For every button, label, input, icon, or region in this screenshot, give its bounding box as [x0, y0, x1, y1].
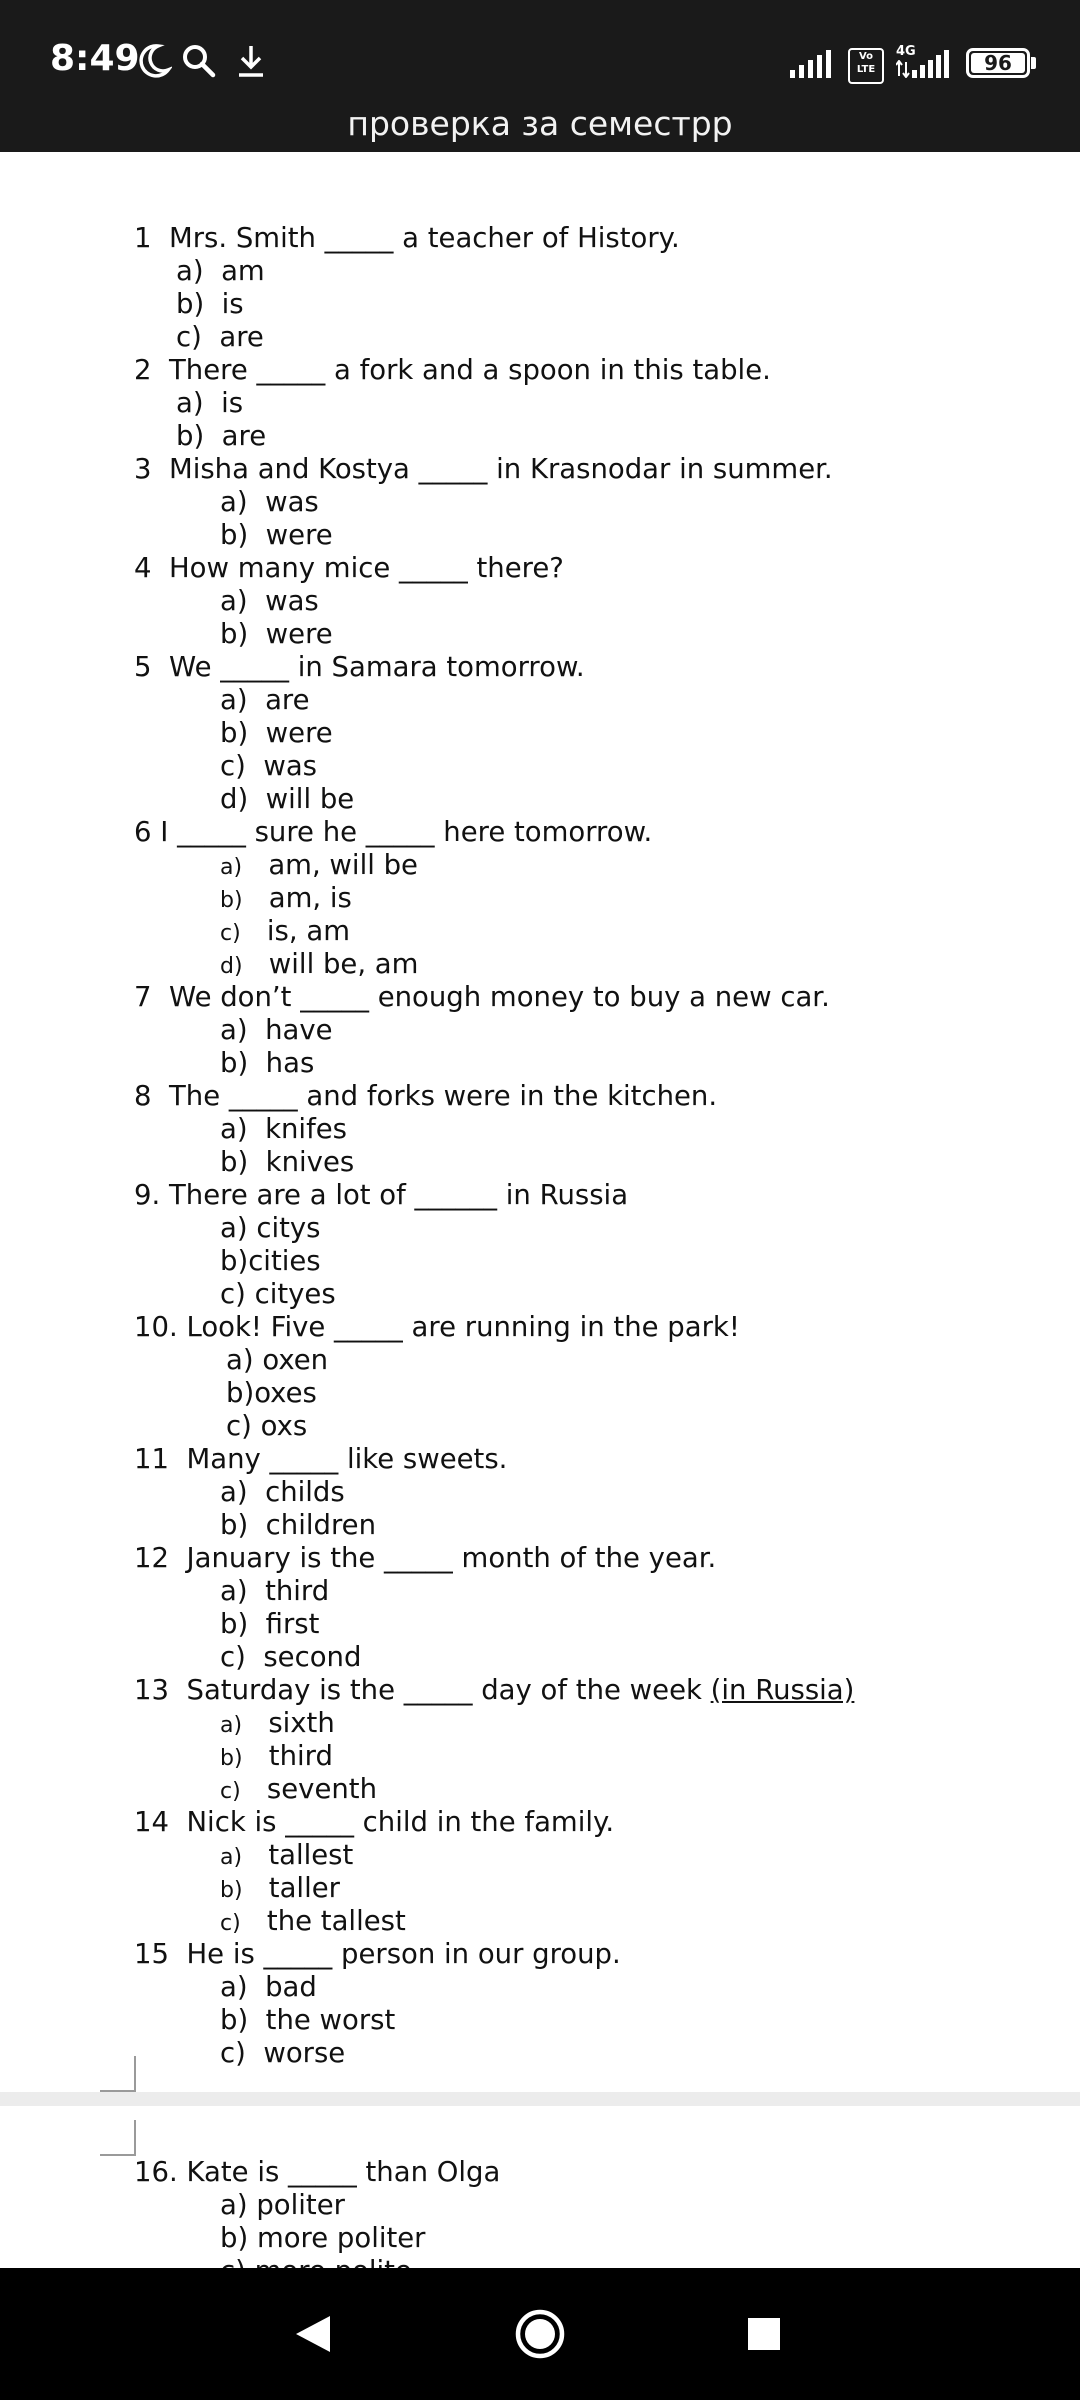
underlined-note: (in Russia)	[710, 1674, 855, 1706]
option: c) oxs	[226, 1410, 308, 1442]
home-icon[interactable]	[508, 2302, 572, 2366]
option: b)oxes	[226, 1377, 317, 1409]
question-16: 16. Kate is _____ than Olga	[134, 2156, 501, 2188]
question-4: 4 How many mice _____ there?	[134, 552, 564, 584]
question-14: 14 Nick is _____ child in the family.	[134, 1806, 615, 1838]
option: a) third	[220, 1575, 330, 1607]
option: a) am, will be	[220, 849, 418, 881]
back-icon[interactable]	[280, 2302, 344, 2366]
option: b) is	[176, 288, 244, 320]
option: b) knives	[220, 1146, 355, 1178]
status-bar	[0, 0, 1080, 152]
option: c) cityes	[220, 1278, 336, 1310]
option: a) tallest	[220, 1839, 354, 1871]
option: a) childs	[220, 1476, 345, 1508]
question-5: 5 We _____ in Samara tomorrow.	[134, 651, 585, 683]
data-activity-icon	[896, 60, 910, 78]
option: c) are	[176, 321, 264, 353]
question-6: 6 I _____ sure he _____ here tomorrow.	[134, 816, 653, 848]
question-15: 15 He is _____ person in our group.	[134, 1938, 621, 1970]
option: a) citys	[220, 1212, 321, 1244]
option: b) were	[220, 618, 333, 650]
option: a) am	[176, 255, 265, 287]
status-time: 8:49	[50, 38, 140, 79]
option: c) the tallest	[220, 1905, 406, 1937]
question-11: 11 Many _____ like sweets.	[134, 1443, 508, 1475]
page-corner-mark	[100, 2120, 136, 2156]
navigation-bar	[0, 2268, 1080, 2400]
option: b) children	[220, 1509, 377, 1541]
option: d) will be, am	[220, 948, 419, 980]
option: a) politer	[220, 2189, 345, 2221]
option: c) worse	[220, 2037, 346, 2069]
question-3: 3 Misha and Kostya _____ in Krasnodar in summer.	[134, 453, 833, 485]
search-icon	[180, 42, 218, 80]
page-corner-mark	[100, 2056, 136, 2092]
download-icon	[232, 42, 270, 80]
volte-icon: Vo LTE	[848, 48, 884, 84]
recents-icon[interactable]	[732, 2302, 796, 2366]
option: c) seventh	[220, 1773, 378, 1805]
option: b) third	[220, 1740, 333, 1772]
option: a) are	[220, 684, 310, 716]
page-separator	[0, 2092, 1080, 2106]
option: b) the worst	[220, 2004, 396, 2036]
option: c) second	[220, 1641, 362, 1673]
question-12: 12 January is the _____ month of the year.	[134, 1542, 717, 1574]
signal-strength-icon-2	[912, 50, 952, 78]
document-page[interactable]	[0, 152, 1080, 2094]
question-8: 8 The _____ and forks were in the kitchen.	[134, 1080, 718, 1112]
option: b) were	[220, 717, 333, 749]
option: a) bad	[220, 1971, 317, 2003]
option: b)cities	[220, 1245, 321, 1277]
option: d) will be	[220, 783, 355, 815]
option: a) have	[220, 1014, 333, 1046]
battery-level: 96	[984, 51, 1012, 75]
option: b) has	[220, 1047, 315, 1079]
option: c) is, am	[220, 915, 351, 947]
question-1: 1 Mrs. Smith _____ a teacher of History.	[134, 222, 680, 254]
question-10: 10. Look! Five _____ are running in the park!	[134, 1311, 740, 1343]
signal-strength-icon	[790, 50, 834, 78]
question-7: 7 We don’t _____ enough money to buy a new car.	[134, 981, 830, 1013]
option: a) was	[220, 486, 319, 518]
option: a) knifes	[220, 1113, 348, 1145]
option: b) taller	[220, 1872, 340, 1904]
option: a) is	[176, 387, 244, 419]
option: b) am, is	[220, 882, 352, 914]
option: c) was	[220, 750, 318, 782]
do-not-disturb-icon	[134, 42, 172, 80]
option: b) more politer	[220, 2222, 426, 2254]
option: b) are	[176, 420, 267, 452]
option: b) were	[220, 519, 333, 551]
option: a) sixth	[220, 1707, 335, 1739]
option: b) first	[220, 1608, 320, 1640]
option: a) was	[220, 585, 319, 617]
network-type-label: 4G	[896, 44, 916, 59]
battery-icon	[966, 48, 1030, 78]
question-13: 13 Saturday is the _____ day of the week (in Russia)	[134, 1674, 855, 1706]
question-2: 2 There _____ a fork and a spoon in this table.	[134, 354, 771, 386]
question-9: 9. There are a lot of ______ in Russia	[134, 1179, 629, 1211]
document-title: проверка за семестрр	[347, 104, 733, 143]
option: a) oxen	[226, 1344, 329, 1376]
